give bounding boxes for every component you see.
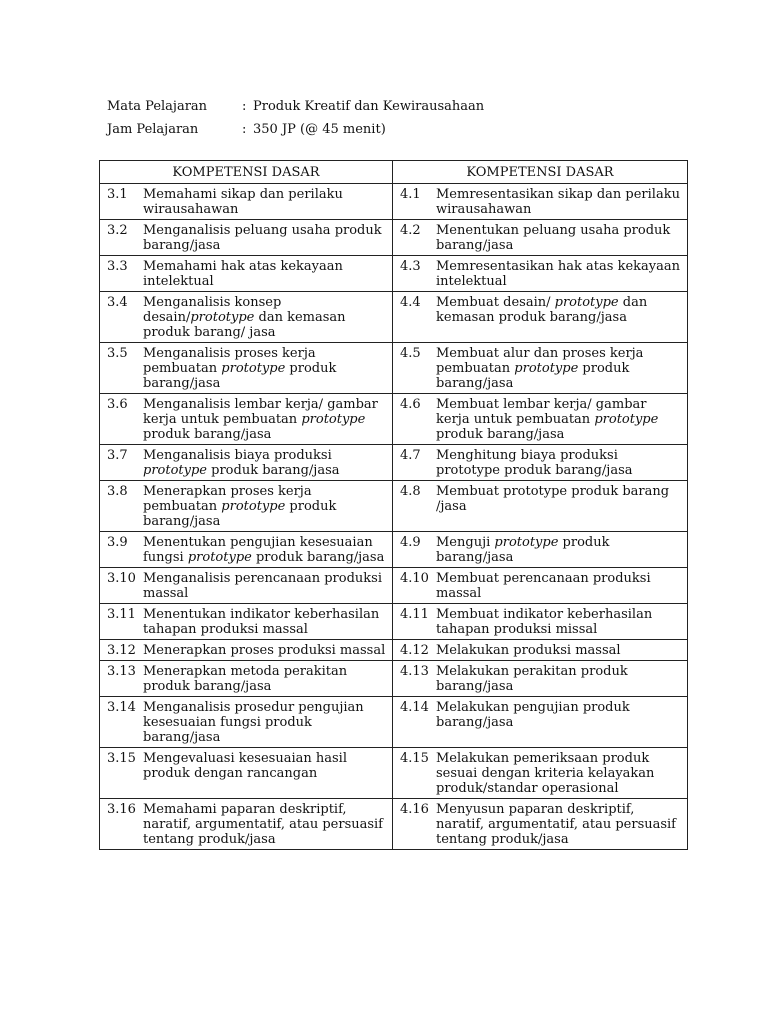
competency-item [107, 484, 388, 529]
competency-cell-left [100, 697, 393, 748]
competency-cell-right [393, 697, 688, 748]
competency-item [400, 535, 683, 565]
competency-cell-right [393, 256, 688, 292]
competency-item [107, 700, 388, 745]
competency-cell-right [393, 292, 688, 343]
competency-text: Menyusun paparan deskriptif, naratif, argumentatif, atau persuasif tentang produk/jasa [436, 802, 676, 847]
competency-text: Melakukan pengujian produk barang/jasa [436, 700, 630, 730]
table-row [100, 184, 688, 220]
table-body [100, 184, 688, 850]
competency-table [99, 160, 688, 850]
competency-number: 3.5 [107, 346, 128, 361]
competency-item [400, 295, 683, 325]
competency-number: 4.11 [400, 607, 429, 622]
competency-text: Menentukan pengujian kesesuaian fungsi prototype produk barang/jasa [143, 535, 385, 565]
competency-number: 3.13 [107, 664, 136, 679]
competency-item [107, 643, 388, 658]
competency-text: Membuat desain/ prototype dan kemasan produk barang/jasa [436, 295, 648, 325]
competency-number: 3.9 [107, 535, 128, 550]
competency-cell-left [100, 394, 393, 445]
competency-number: 3.6 [107, 397, 128, 412]
competency-item [400, 700, 683, 730]
subject-value: Produk Kreatif dan Kewirausahaan [253, 99, 485, 114]
competency-text: Melakukan perakitan produk barang/jasa [436, 664, 628, 694]
competency-cell-left [100, 256, 393, 292]
competency-number: 4.4 [400, 295, 421, 310]
competency-item [107, 397, 388, 442]
competency-cell-left [100, 532, 393, 568]
competency-text: Memahami hak atas kekayaan intelektual [143, 259, 343, 289]
subject-separator: : [242, 99, 247, 114]
table-row [100, 604, 688, 640]
competency-cell-left [100, 748, 393, 799]
competency-number: 3.12 [107, 643, 136, 658]
subject-line [107, 99, 484, 115]
competency-cell-right [393, 481, 688, 532]
table-row [100, 292, 688, 343]
subject-label: Mata Pelajaran [107, 99, 208, 114]
column-header-left: KOMPETENSI DASAR [100, 161, 393, 184]
competency-text: Mengevaluasi kesesuaian hasil produk dengan rancangan [143, 751, 347, 781]
competency-item [107, 535, 388, 565]
competency-item [107, 187, 388, 217]
competency-item [400, 448, 683, 478]
column-header-right: KOMPETENSI DASAR [393, 161, 688, 184]
competency-cell-left [100, 661, 393, 697]
hours-line [107, 122, 386, 138]
competency-item [107, 607, 388, 637]
table-row [100, 661, 688, 697]
competency-cell-right [393, 568, 688, 604]
competency-item [400, 346, 683, 391]
competency-number: 4.3 [400, 259, 421, 274]
table-row [100, 748, 688, 799]
competency-cell-right [393, 661, 688, 697]
competency-number: 3.10 [107, 571, 136, 586]
competency-item [107, 295, 388, 340]
competency-cell-left [100, 640, 393, 661]
table-row [100, 220, 688, 256]
table-row [100, 568, 688, 604]
competency-text: Menganalisis prosedur pengujian kesesuaian fungsi produk barang/jasa [143, 700, 364, 745]
hours-value: 350 JP (@ 45 menit) [253, 122, 386, 137]
competency-item [400, 664, 683, 694]
competency-number: 3.8 [107, 484, 128, 499]
competency-text: Membuat alur dan proses kerja pembuatan prototype produk barang/jasa [436, 346, 644, 391]
competency-text: Menganalisis konsep desain/prototype dan kemasan produk barang/ jasa [143, 295, 346, 340]
competency-item [400, 751, 683, 796]
competency-number: 4.8 [400, 484, 421, 499]
competency-number: 4.9 [400, 535, 421, 550]
competency-item [107, 448, 388, 478]
hours-separator: : [242, 122, 247, 137]
competency-cell-left [100, 445, 393, 481]
competency-item [107, 259, 388, 289]
competency-text: Menganalisis lembar kerja/ gambar kerja untuk pembuatan prototype produk barang/jasa [143, 397, 378, 442]
competency-cell-left [100, 292, 393, 343]
table-row [100, 394, 688, 445]
competency-item [400, 223, 683, 253]
competency-item [107, 223, 388, 253]
competency-text: Membuat lembar kerja/ gambar kerja untuk pembuatan prototype produk barang/jasa [436, 397, 659, 442]
competency-cell-left [100, 604, 393, 640]
competency-number: 4.15 [400, 751, 429, 766]
competency-cell-right [393, 394, 688, 445]
competency-number: 3.1 [107, 187, 128, 202]
competency-number: 3.11 [107, 607, 136, 622]
table-row [100, 481, 688, 532]
competency-item [107, 802, 388, 847]
competency-text: Menerapkan proses produksi massal [143, 643, 386, 658]
competency-cell-right [393, 640, 688, 661]
competency-number: 4.14 [400, 700, 429, 715]
table-row [100, 532, 688, 568]
competency-item [400, 259, 683, 289]
competency-number: 4.16 [400, 802, 429, 817]
competency-text: Menguji prototype produk barang/jasa [436, 535, 610, 565]
competency-cell-right [393, 343, 688, 394]
competency-item [400, 484, 683, 514]
competency-item [400, 607, 683, 637]
competency-cell-left [100, 799, 393, 850]
competency-item [400, 571, 683, 601]
competency-number: 3.16 [107, 802, 136, 817]
competency-cell-right [393, 532, 688, 568]
competency-number: 3.4 [107, 295, 128, 310]
competency-text: Menghitung biaya produksi prototype produk barang/jasa [436, 448, 633, 478]
competency-cell-right [393, 445, 688, 481]
hours-label: Jam Pelajaran [107, 122, 199, 137]
competency-number: 4.12 [400, 643, 429, 658]
competency-cell-right [393, 748, 688, 799]
competency-text: Memresentasikan sikap dan perilaku wirausahawan [436, 187, 680, 217]
competency-text: Memahami sikap dan perilaku wirausahawan [143, 187, 343, 217]
competency-text: Membuat prototype produk barang /jasa [436, 484, 670, 514]
competency-item [107, 346, 388, 391]
competency-text: Menentukan indikator keberhasilan tahapan produksi massal [143, 607, 380, 637]
competency-text: Menerapkan metoda perakitan produk barang/jasa [143, 664, 348, 694]
competency-cell-left [100, 343, 393, 394]
competency-text: Menganalisis peluang usaha produk barang/jasa [143, 223, 382, 253]
competency-item [107, 664, 388, 694]
competency-cell-left [100, 568, 393, 604]
competency-number: 4.2 [400, 223, 421, 238]
competency-cell-right [393, 184, 688, 220]
competency-number: 4.6 [400, 397, 421, 412]
competency-item [400, 643, 683, 658]
competency-text: Membuat perencanaan produksi massal [436, 571, 651, 601]
table-row [100, 799, 688, 850]
competency-item [400, 802, 683, 847]
table-row [100, 445, 688, 481]
competency-text: Menerapkan proses kerja pembuatan prototype produk barang/jasa [143, 484, 337, 529]
competency-text: Memresentasikan hak atas kekayaan intelektual [436, 259, 680, 289]
competency-text: Melakukan pemeriksaan produk sesuai dengan kriteria kelayakan produk/standar operasional [436, 751, 655, 796]
competency-number: 4.7 [400, 448, 421, 463]
table-row [100, 640, 688, 661]
table-row [100, 697, 688, 748]
competency-number: 3.7 [107, 448, 128, 463]
competency-cell-left [100, 184, 393, 220]
competency-text: Melakukan produksi massal [436, 643, 621, 658]
competency-number: 4.5 [400, 346, 421, 361]
competency-item [107, 571, 388, 601]
competency-text: Membuat indikator keberhasilan tahapan produksi missal [436, 607, 653, 637]
competency-number: 3.2 [107, 223, 128, 238]
competency-cell-right [393, 604, 688, 640]
competency-cell-left [100, 220, 393, 256]
competency-number: 4.1 [400, 187, 421, 202]
competency-text: Memahami paparan deskriptif, naratif, argumentatif, atau persuasif tentang produk/jasa [143, 802, 383, 847]
competency-text: Menganalisis biaya produksi prototype produk barang/jasa [143, 448, 340, 478]
competency-cell-left [100, 481, 393, 532]
competency-number: 4.10 [400, 571, 429, 586]
table-row [100, 256, 688, 292]
competency-number: 3.14 [107, 700, 136, 715]
competency-text: Menganalisis perencanaan produksi massal [143, 571, 382, 601]
competency-item [107, 751, 388, 781]
competency-text: Menentukan peluang usaha produk barang/jasa [436, 223, 671, 253]
table-header-row [100, 161, 688, 184]
competency-number: 3.3 [107, 259, 128, 274]
competency-item [400, 397, 683, 442]
table-row [100, 343, 688, 394]
competency-text: Menganalisis proses kerja pembuatan prototype produk barang/jasa [143, 346, 337, 391]
competency-item [400, 187, 683, 217]
competency-cell-right [393, 220, 688, 256]
competency-number: 4.13 [400, 664, 429, 679]
competency-number: 3.15 [107, 751, 136, 766]
competency-cell-right [393, 799, 688, 850]
